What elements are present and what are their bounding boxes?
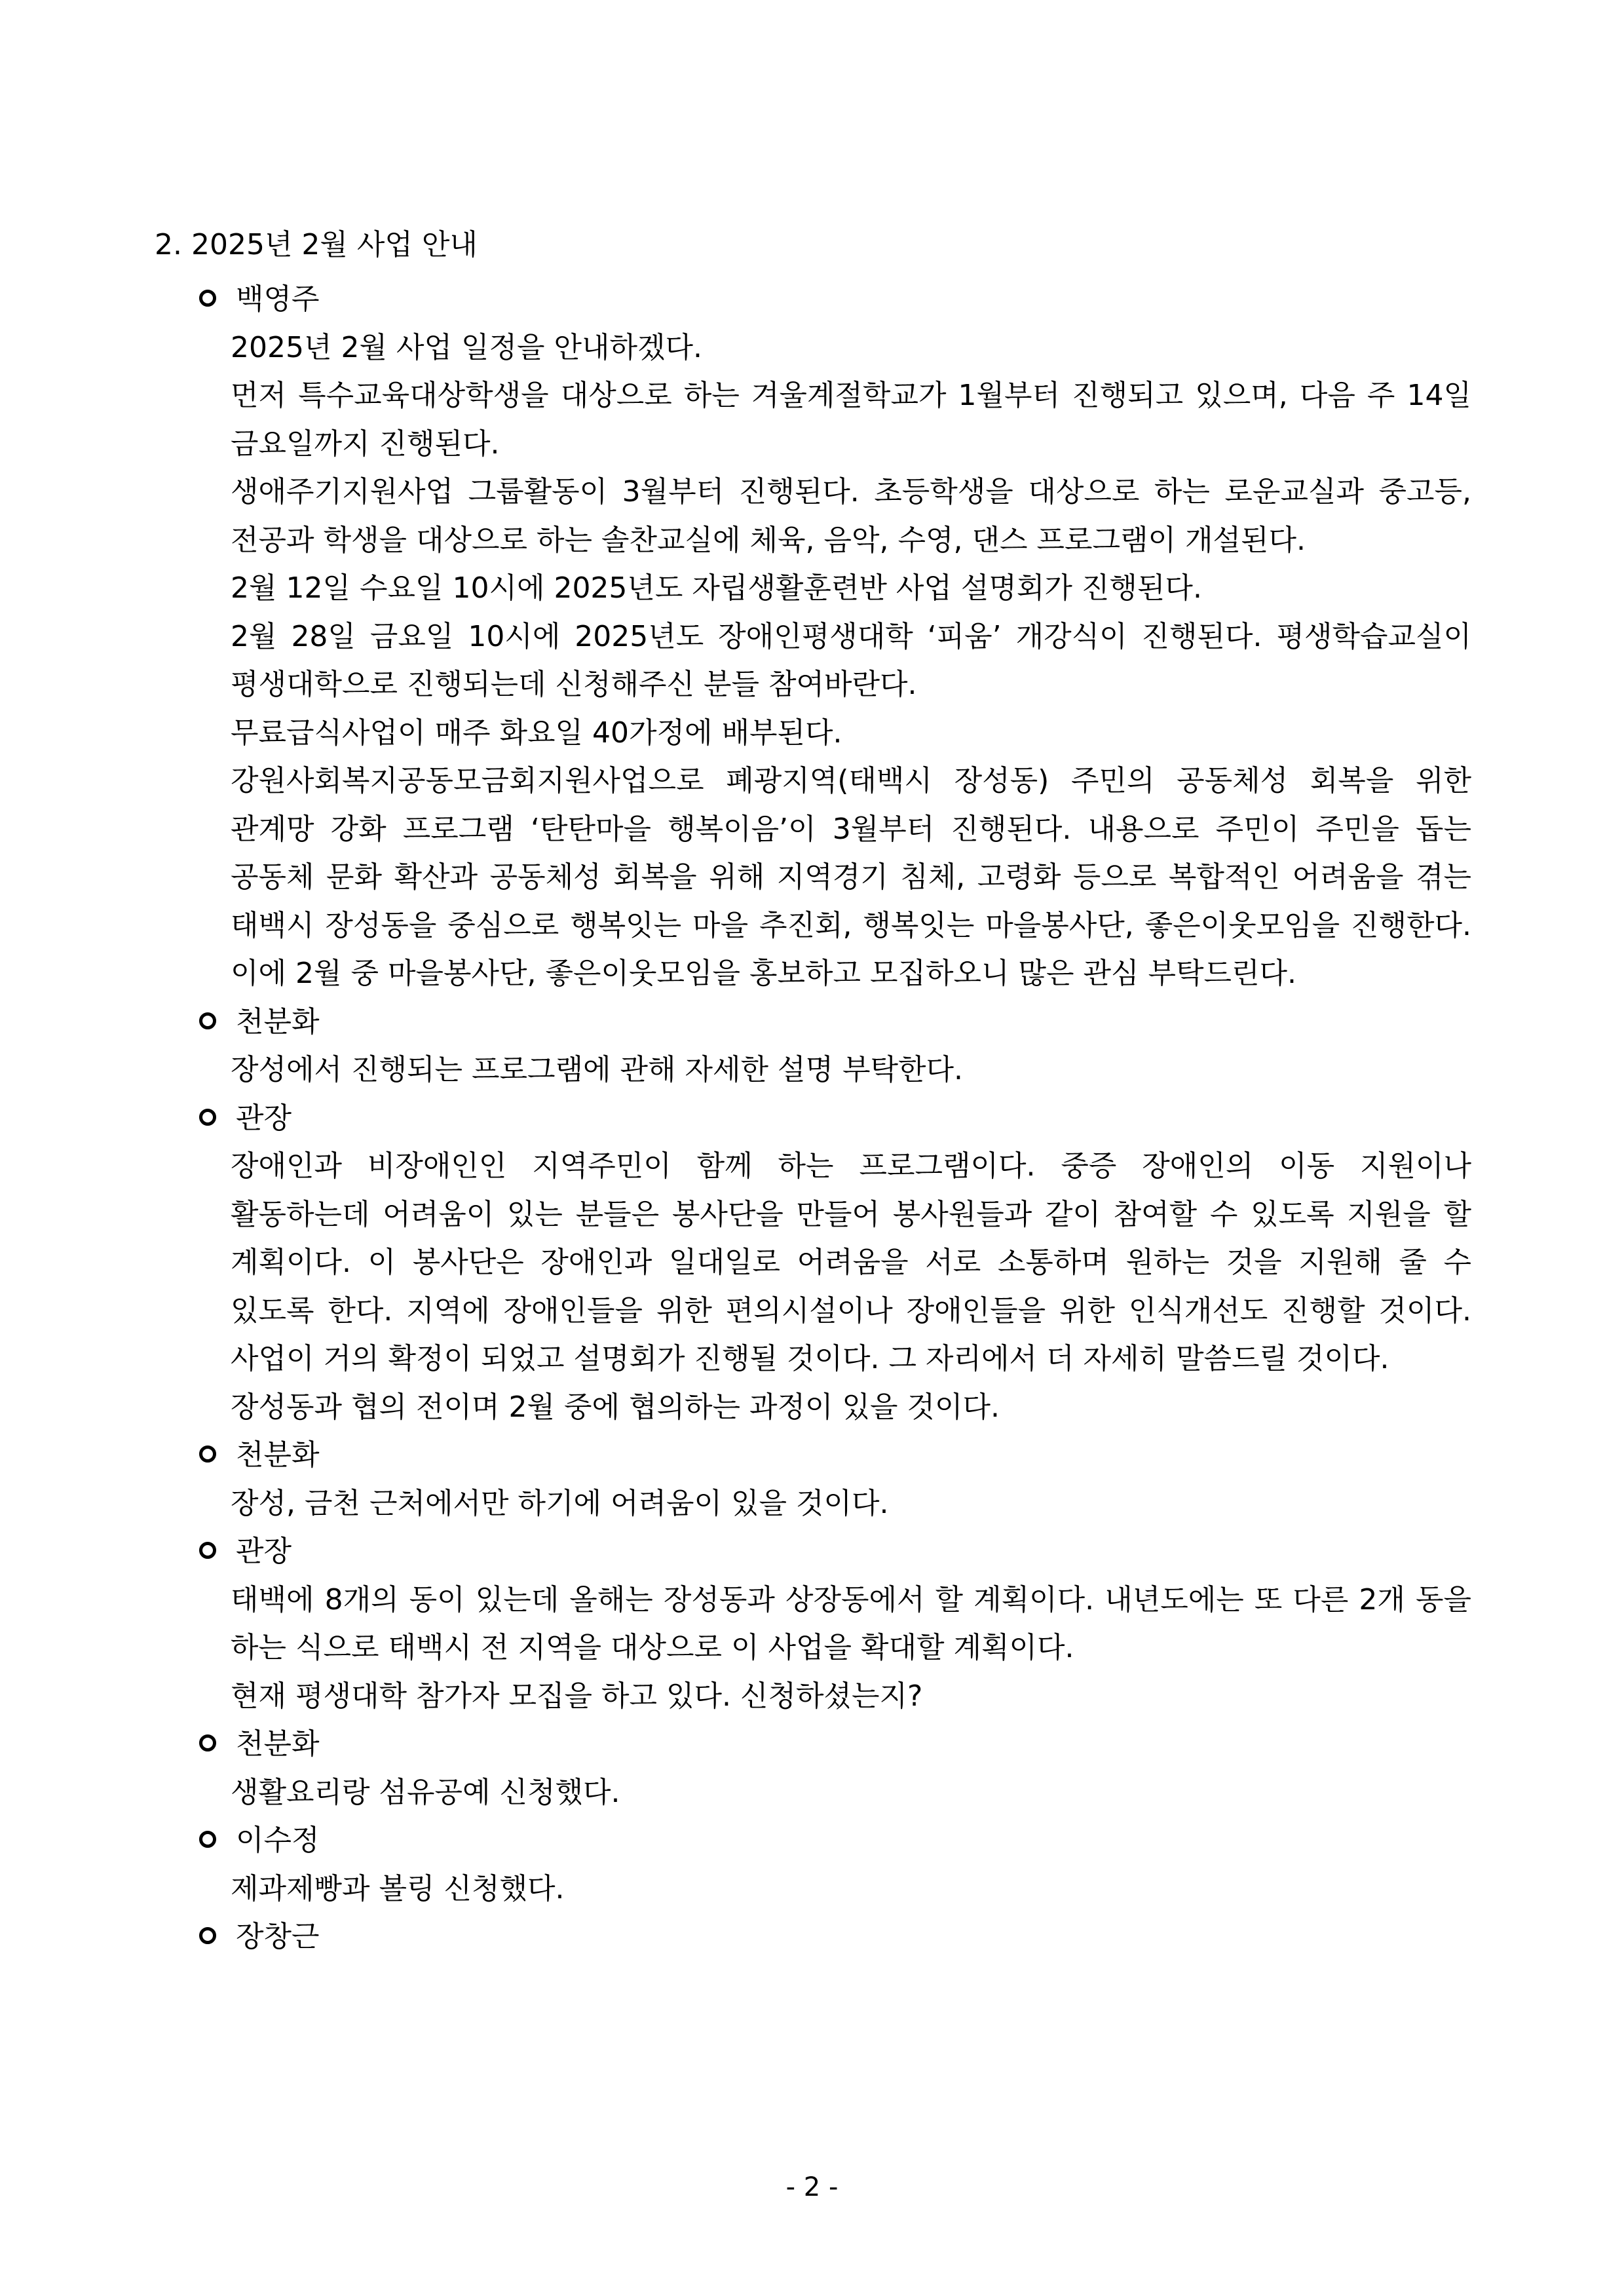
page-number: - 2 - (785, 2172, 839, 2202)
hollow-circle-bullet-icon (199, 1109, 216, 1126)
speaker-name: 이수정 (236, 1824, 320, 1857)
statement-paragraph: 제과제빵과 볼링 신청했다. (231, 1871, 565, 1905)
statement-paragraph: 강원사회복지공동모금회지원사업으로 폐광지역(태백시 장성동) 주민의 공동체성 회복을 위한 관계망 강화 프로그램 ‘탄탄마을 행복이음’이 3월부터 진행된다. 내용으로 주민이 주민을 돕는 공동체 문화 확산과 공동체성 회복을 위해 지역경기 침체, 고령화 등으로 복합적인 어려움을 겪는 태백시 장성동을 중심으로 행복잇는 마을 추진회, 행복잇는 마을봉사단, 좋은이웃모임을 진행한다. 이에 2월 중 마을봉사단, 좋은이웃모임을 홍보하고 모집하오니 많은 관심 부탁드린다. (231, 764, 1471, 990)
statement-paragraph: 장성에서 진행되는 프로그램에 관해 자세한 설명 부탁한다. (231, 1053, 963, 1086)
speaker-heading (199, 1527, 1471, 1576)
statement-paragraph: 먼저 특수교육대상학생을 대상으로 하는 겨울계절학교가 1월부터 진행되고 있으며, 다음 주 14일 금요일까지 진행된다. (231, 379, 1471, 461)
hollow-circle-bullet-icon (199, 1542, 216, 1559)
statement-paragraph: 2025년 2월 사업 일정을 안내하겠다. (231, 330, 702, 364)
speaker-name: 천분화 (236, 1438, 320, 1472)
meeting-minutes-body (199, 275, 1471, 1961)
statement-paragraph: 무료급식사업이 매주 화요일 40가정에 배부된다. (231, 716, 842, 750)
speaker-name: 천분화 (236, 1727, 320, 1761)
speaker-name: 장창근 (236, 1920, 320, 1953)
hollow-circle-bullet-icon (199, 1012, 216, 1029)
speaker-heading (199, 1816, 1471, 1865)
statement-paragraph: 태백에 8개의 동이 있는데 올해는 장성동과 상장동에서 할 계획이다. 내년도에는 또 다른 2개 동을 하는 식으로 태백시 전 지역을 대상으로 이 사업을 확대할 계획이다. (231, 1582, 1471, 1664)
hollow-circle-bullet-icon (199, 1445, 216, 1463)
statement-paragraph: 2월 12일 수요일 10시에 2025년도 자립생활훈련반 사업 설명회가 진행된다. (231, 571, 1202, 605)
hollow-circle-bullet-icon (199, 1831, 216, 1848)
speaker-name: 관장 (236, 1101, 292, 1135)
statement-paragraph: 장애인과 비장애인인 지역주민이 함께 하는 프로그램이다. 중증 장애인의 이동 지원이나 활동하는데 어려움이 있는 분들은 봉사단을 만들어 봉사원들과 같이 참여할 수 있도록 지원을 할 계획이다. 이 봉사단은 장애인과 일대일로 어려움을 서로 소통하며 원하는 것을 지원해 줄 수 있도록 한다. 지역에 장애인들을 위한 편의시설이나 장애인들을 위한 인식개선도 진행할 것이다. 사업이 거의 확정이 되었고 설명회가 진행될 것이다. 그 자리에서 더 자세히 말씀드릴 것이다. (231, 1149, 1471, 1375)
speaker-name: 백영주 (236, 282, 320, 316)
speaker-name: 관장 (236, 1535, 292, 1568)
speaker-heading (199, 998, 1471, 1046)
speaker-heading (199, 1431, 1471, 1480)
speaker-heading (199, 275, 1471, 324)
statement-paragraph: 현재 평생대학 참가자 모집을 하고 있다. 신청하셨는지? (231, 1679, 923, 1713)
statement-paragraph: 장성, 금천 근처에서만 하기에 어려움이 있을 것이다. (231, 1486, 889, 1520)
hollow-circle-bullet-icon (199, 290, 216, 307)
speaker-heading (199, 1720, 1471, 1769)
speaker-name: 천분화 (236, 1004, 320, 1039)
statement-paragraph: 생애주기지원사업 그룹활동이 3월부터 진행된다. 초등학생을 대상으로 하는 로운교실과 중고등, 전공과 학생을 대상으로 하는 솔찬교실에 체육, 음악, 수영, 댄스 프로그램이 개설된다. (231, 475, 1471, 557)
speaker-heading (199, 1094, 1471, 1143)
hollow-circle-bullet-icon (199, 1734, 216, 1751)
statement-paragraph: 장성동과 협의 전이며 2월 중에 협의하는 과정이 있을 것이다. (231, 1390, 1000, 1424)
statement-paragraph: 생활요리랑 섬유공예 신청했다. (231, 1775, 620, 1809)
section-title: 2. 2025년 2월 사업 안내 (155, 228, 478, 261)
hollow-circle-bullet-icon (199, 1927, 216, 1944)
statement-paragraph: 2월 28일 금요일 10시에 2025년도 장애인평생대학 ‘피움’ 개강식이 진행된다. 평생학습교실이 평생대학으로 진행되는데 신청해주신 분들 참여바란다. (231, 619, 1471, 701)
speaker-heading (199, 1913, 1471, 1961)
